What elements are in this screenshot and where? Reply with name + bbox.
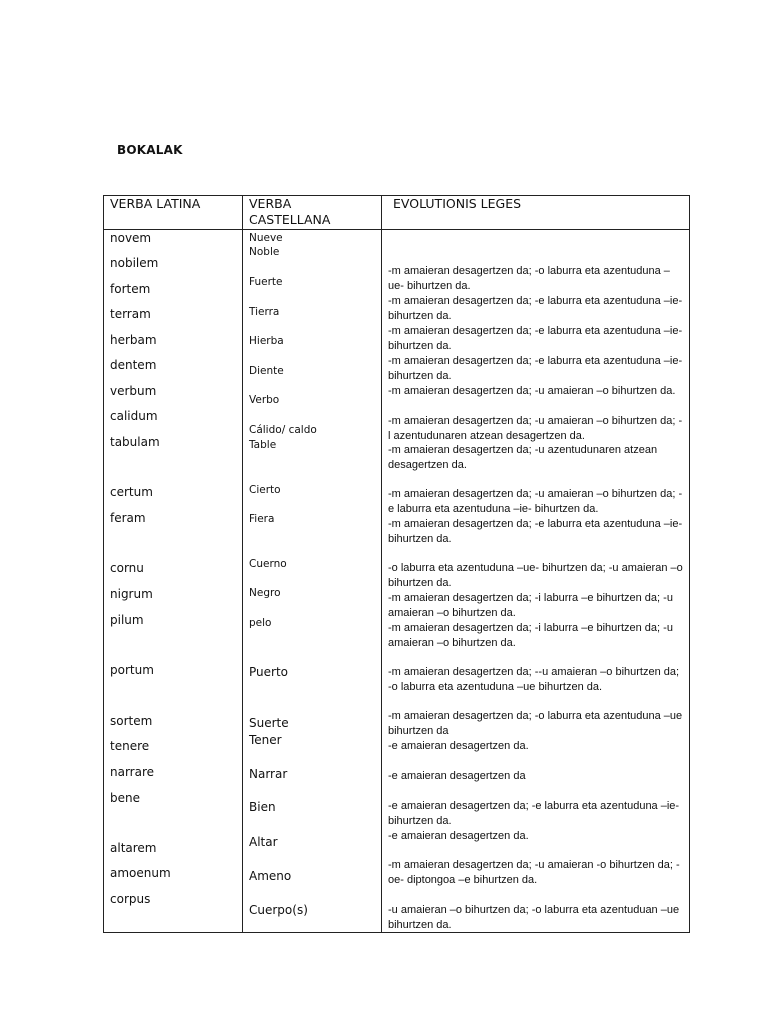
evolution-law: -m amaieran desagertzen da; -u amaieran –o bihurtzen da.: [388, 385, 676, 397]
castilian-word: Noble: [249, 246, 280, 258]
evolution-law: -m amaieran desagertzen da; -u amaieran –o bihurtzen da; -l azentudunaren atzean desagertzen da.: [388, 415, 683, 442]
evolution-law: -o laburra eta azentuduna –ue- bihurtzen da; -u amaieran –o bihurtzen da.: [388, 562, 683, 589]
latin-word: terram: [110, 307, 151, 321]
castilian-word: Verbo: [249, 394, 280, 406]
evolution-law: -e amaieran desagertzen da.: [388, 830, 529, 842]
latin-word: feram: [110, 511, 146, 525]
latin-word: dentem: [110, 358, 157, 372]
evolution-law: -e amaieran desagertzen da; -e laburra eta azentuduna –ie- bihurtzen da.: [388, 800, 680, 827]
evolution-law: -m amaieran desagertzen da; -e laburra eta azentuduna –ie- bihurtzen da.: [388, 295, 683, 322]
latin-word: altarem: [110, 841, 157, 855]
evolution-law: -m amaieran desagertzen da; -e laburra eta azentuduna –ie- bihurtzen da.: [388, 325, 683, 352]
evolution-law: -m amaieran desagertzen da; -e laburra eta azentuduna –ie- bihurtzen da.: [388, 518, 683, 545]
header-latin: VERBA LATINA: [110, 196, 201, 211]
evolution-law: -m amaieran desagertzen da; -u amaieran –o bihurtzen da; -e laburra eta azentuduna –ie- bihurtzen da.: [388, 488, 683, 515]
latin-word: novem: [110, 231, 152, 245]
document-title: BOKALAK: [117, 143, 183, 157]
latin-word: narrare: [110, 765, 155, 779]
castilian-word: Cierto: [249, 484, 281, 496]
evolution-law: -e amaieran desagertzen da.: [388, 740, 529, 752]
castilian-word: Diente: [249, 365, 284, 377]
latin-word: verbum: [110, 384, 157, 398]
latin-word: tenere: [110, 739, 150, 753]
castilian-word: Tener: [249, 733, 282, 747]
latin-word: nobilem: [110, 256, 159, 270]
latin-word: herbam: [110, 333, 157, 347]
latin-word: certum: [110, 485, 153, 499]
latin-word: pilum: [110, 613, 144, 627]
castilian-word: Bien: [249, 800, 276, 814]
castilian-word: Hierba: [249, 335, 284, 347]
evolution-law: -m amaieran desagertzen da; -u amaieran -o bihurtzen da; -oe- diptongoa –e bihurtzen da.: [388, 859, 680, 886]
castilian-word: Ameno: [249, 869, 292, 883]
castilian-word: Narrar: [249, 767, 288, 781]
latin-word: tabulam: [110, 435, 160, 449]
evolution-law: -m amaieran desagertzen da; -i laburra –e bihurtzen da; -u amaieran –o bihurtzen da.: [388, 622, 673, 649]
latin-word: sortem: [110, 714, 153, 728]
castilian-word: Cálido/ caldo: [249, 424, 317, 436]
header-laws: EVOLUTIONIS LEGES: [393, 196, 522, 211]
latin-word: bene: [110, 791, 140, 805]
header-castilian: VERBA CASTELLANA: [249, 196, 331, 227]
latin-word: amoenum: [110, 866, 171, 880]
column-divider: [242, 195, 243, 933]
castilian-word: Negro: [249, 587, 281, 599]
castilian-word: Altar: [249, 835, 278, 849]
column-divider: [381, 195, 382, 933]
evolution-law: -m amaieran desagertzen da; -e laburra eta azentuduna –ie- bihurtzen da.: [388, 355, 683, 382]
castilian-word: Puerto: [249, 665, 288, 679]
evolution-law: -m amaieran desagertzen da; -u azentudunaren atzean desagertzen da.: [388, 444, 658, 471]
latin-word: cornu: [110, 561, 144, 575]
header-divider: [103, 229, 690, 230]
evolution-law: -m amaieran desagertzen da; --u amaieran –o bihurtzen da; -o laburra eta azentuduna –ue bihurtzen da.: [388, 666, 680, 693]
evolution-law: -u amaieran –o bihurtzen da; -o laburra eta azentuduan –ue bihurtzen da.: [388, 904, 680, 931]
evolution-law: -e amaieran desagertzen da: [388, 770, 526, 782]
castilian-word: Fiera: [249, 513, 275, 525]
evolution-law: -m amaieran desagertzen da; -i laburra –e bihurtzen da; -u amaieran –o bihurtzen da.: [388, 592, 673, 619]
castilian-word: pelo: [249, 617, 272, 629]
castilian-word: Cuerno: [249, 558, 287, 570]
latin-word: corpus: [110, 892, 151, 906]
latin-word: calidum: [110, 409, 158, 423]
castilian-word: Cuerpo(s): [249, 903, 308, 917]
evolution-law: -m amaieran desagertzen da; -o laburra eta azentuduna –ue bihurtzen da: [388, 710, 683, 737]
castilian-word: Nueve: [249, 232, 283, 244]
castilian-word: Suerte: [249, 716, 289, 730]
castilian-word: Table: [249, 439, 277, 451]
castilian-word: Fuerte: [249, 276, 283, 288]
latin-word: fortem: [110, 282, 151, 296]
latin-word: portum: [110, 663, 154, 677]
latin-word: nigrum: [110, 587, 153, 601]
castilian-word: Tierra: [249, 306, 280, 318]
evolution-law: -m amaieran desagertzen da; -o laburra eta azentuduna –ue- bihurtzen da.: [388, 265, 670, 292]
